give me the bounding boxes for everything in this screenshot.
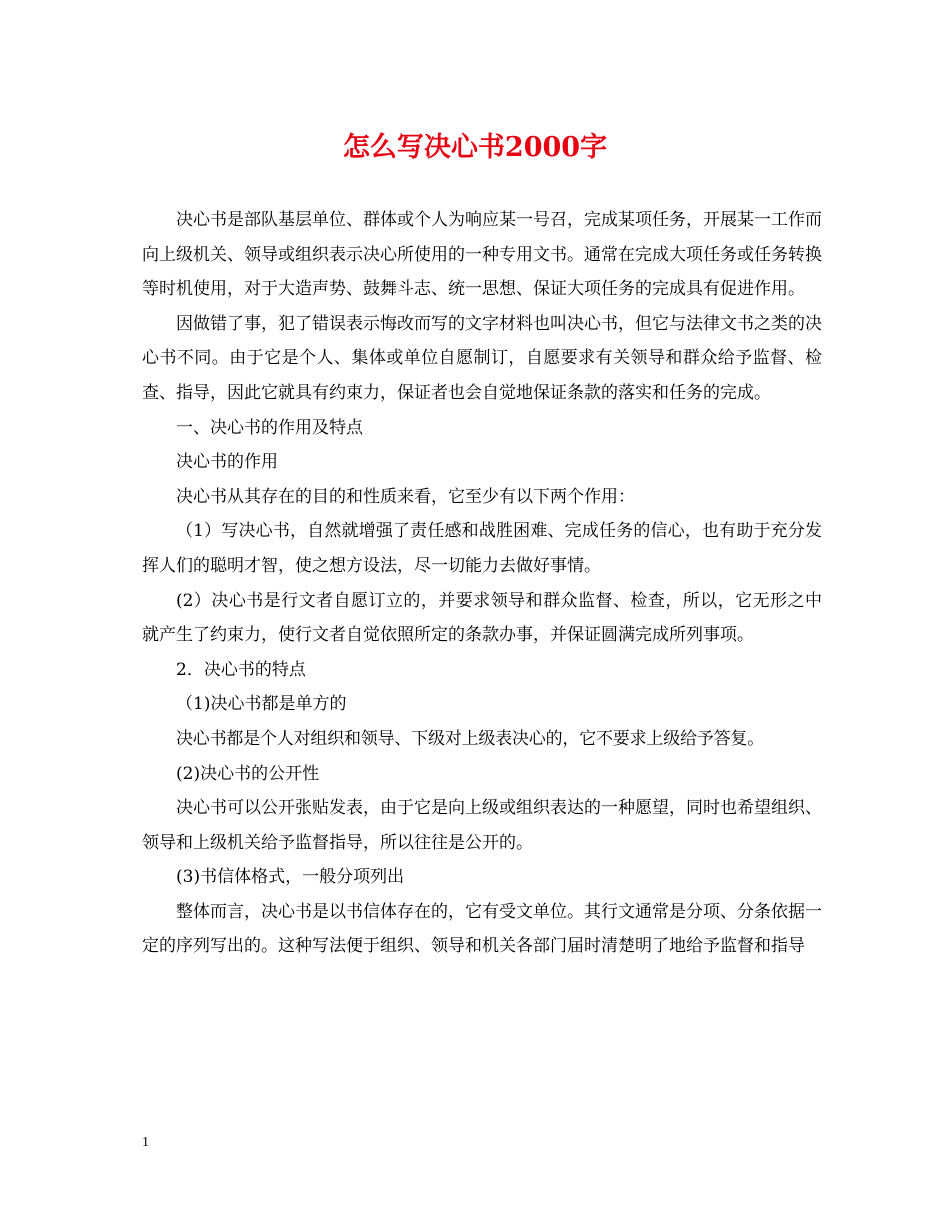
paragraph-role-2: (2）决心书是行文者自愿订立的，并要求领导和群众监督、检查，所以，它无形之中就产生了约束力，使行文者自觉依照所定的条款办事，并保证圆满完成所列事项。 — [142, 590, 822, 646]
feature-1-heading: （1)决心书都是单方的 — [176, 694, 347, 715]
document-title: 怎么写决心书2000字 — [342, 132, 608, 163]
feature-3-text: 整体而言，决心书是以书信体存在的，它有受文单位。其行文通常是分项、分条依据一定的序列写出的。这种写法便于组织、领导和机关各部门届时清楚明了地给予监督和指导 — [142, 901, 822, 957]
feature-2-heading: (2)决心书的公开性 — [176, 763, 320, 784]
page-number: 1 — [142, 1135, 149, 1150]
feature-3-heading: (3)书信体格式，一般分项列出 — [176, 867, 405, 888]
paragraph-intro: 决心书是部队基层单位、群体或个人为响应某一号召，完成某项任务，开展某一工作而向上级机关、领导或组织表示决心所使用的一种专用文书。通常在完成大项任务或任务转换等时机使用，对于大造声势、鼓舞斗志、统一思想、保证大项任务的完成具有促进作用。 — [142, 210, 822, 300]
paragraph-remorse: 因做错了事，犯了错误表示悔改而写的文字材料也叫决心书，但它与法律文书之类的决心书不同。由于它是个人、集体或单位自愿制订，自愿要求有关领导和群众给予监督、检查、指导，因此它就具有约束力，保证者也会自觉地保证条款的落实和任务的完成。 — [142, 313, 822, 403]
subheading-role: 决心书的作用 — [176, 452, 278, 473]
subheading-features: 2．决心书的特点 — [176, 659, 306, 680]
section-heading-role-features: 一、决心书的作用及特点 — [176, 417, 363, 438]
feature-2-text: 决心书可以公开张贴发表，由于它是向上级或组织表达的一种愿望，同时也希望组织、领导和上级机关给予监督指导，所以往往是公开的。 — [142, 798, 822, 853]
document-body — [142, 203, 822, 964]
feature-1-text: 决心书都是个人对组织和领导、下级对上级表决心的，它不要求上级给予答复。 — [176, 728, 764, 749]
paragraph-role-intro: 决心书从其存在的目的和性质来看，它至少有以下两个作用： — [176, 486, 635, 507]
paragraph-role-1: （1）写决心书，自然就增强了责任感和战胜困难、完成任务的信心，也有助于充分发挥人们的聪明才智，使之想方设法，尽一切能力去做好事情。 — [142, 521, 822, 576]
